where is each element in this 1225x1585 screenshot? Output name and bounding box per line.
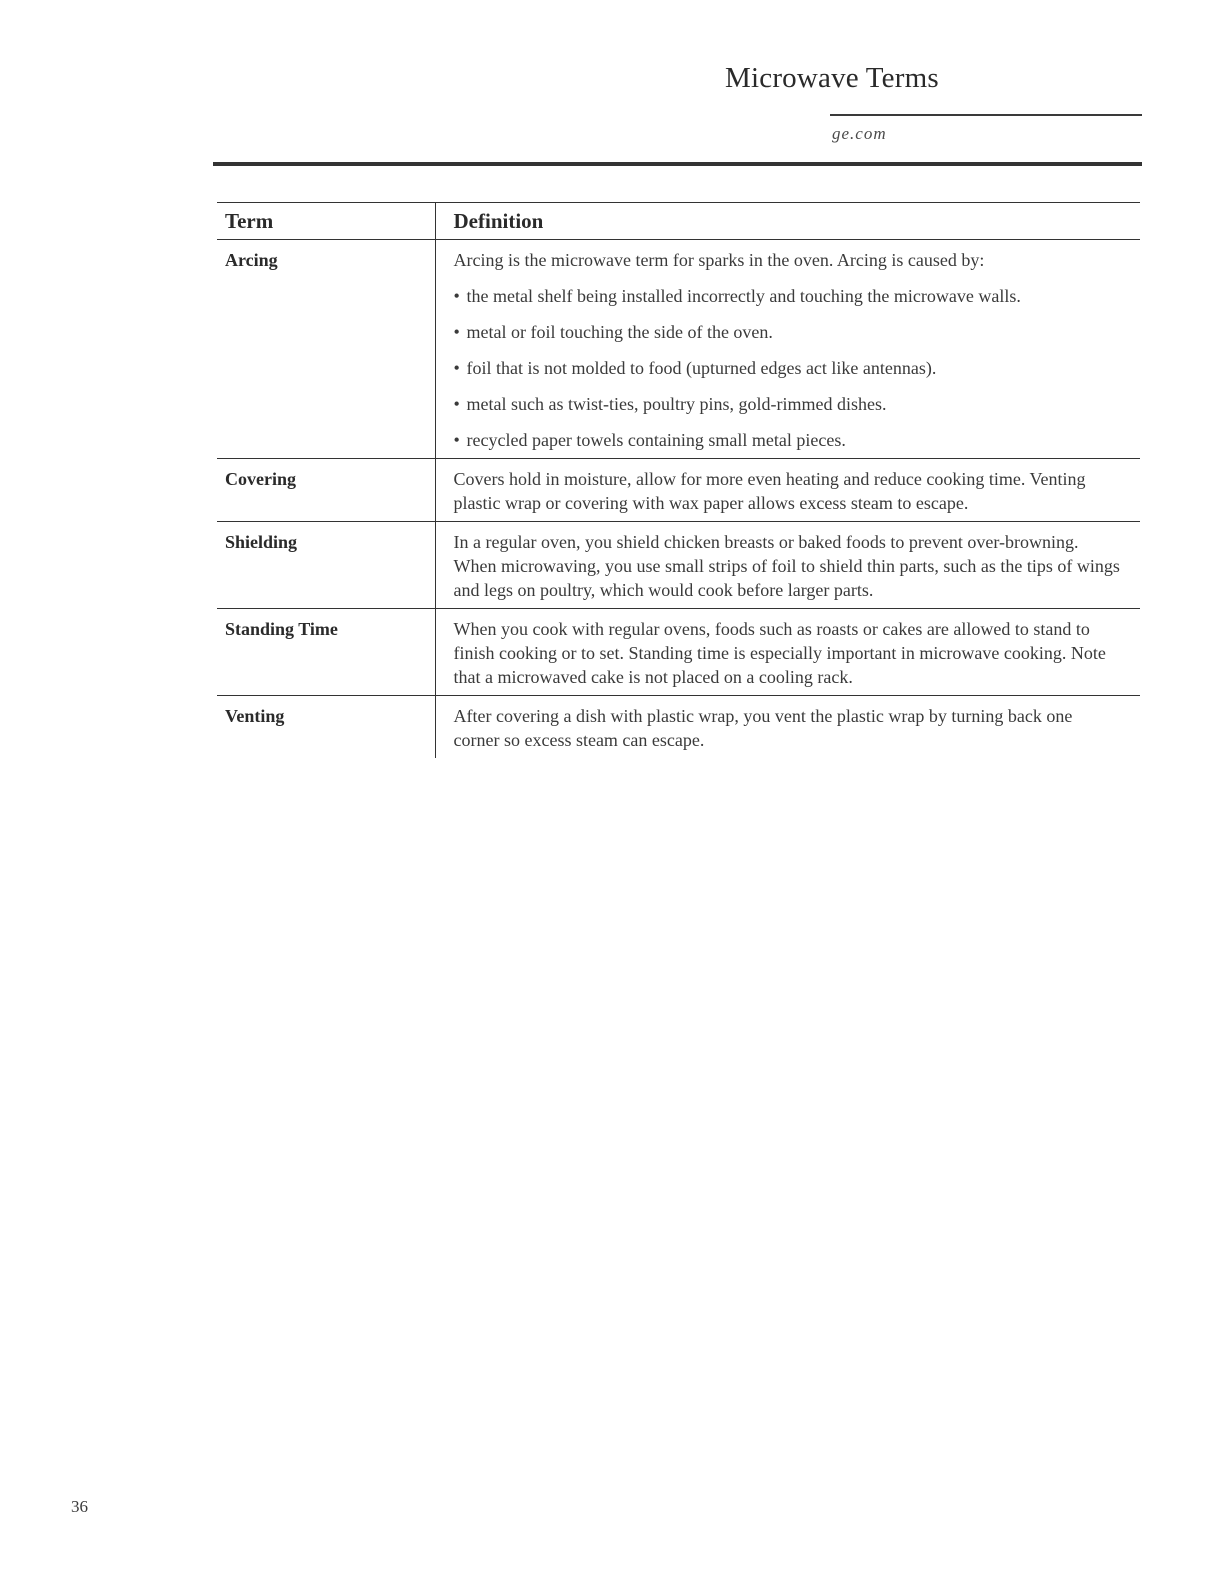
- term-cell: Covering: [225, 469, 296, 489]
- definition-cell: [435, 522, 1140, 609]
- table-row: [217, 696, 1140, 759]
- term-cell: Standing Time: [225, 619, 338, 639]
- bullet-list: [454, 284, 1121, 452]
- term-cell: Venting: [225, 706, 285, 726]
- table-header-row: [217, 203, 1140, 240]
- site-url: ge.com: [832, 124, 887, 143]
- header-rule: [213, 162, 1142, 166]
- definition-text: When you cook with regular ovens, foods such as roasts or cakes are allowed to stand to finish cooking or to set. Standing time is especially important in microwave cooking. Note that a microwaved cake is not placed on a cooling rack.: [453, 619, 1106, 687]
- table-row: [217, 459, 1140, 522]
- table-row: [217, 522, 1140, 609]
- title-rule: [830, 114, 1142, 116]
- column-header-term: Term: [225, 209, 274, 233]
- bullet-item: • foil that is not molded to food (upturned edges act like antennas).: [454, 356, 1121, 380]
- table-row: [217, 609, 1140, 696]
- column-header-definition: Definition: [435, 203, 1140, 240]
- definition-cell: [435, 240, 1140, 459]
- term-cell: Shielding: [225, 532, 298, 552]
- page-title: Microwave Terms: [725, 62, 939, 94]
- table-row: [217, 240, 1140, 459]
- term-cell: Arcing: [225, 250, 278, 270]
- bullet-item: • metal such as twist-ties, poultry pins, gold-rimmed dishes.: [454, 392, 1121, 416]
- bullet-item: • recycled paper towels containing small metal pieces.: [454, 428, 1121, 452]
- definition-cell: [435, 696, 1140, 759]
- definition-cell: [435, 609, 1140, 696]
- bullet-item: • metal or foil touching the side of the oven.: [454, 320, 1121, 344]
- bullet-item: • the metal shelf being installed incorrectly and touching the microwave walls.: [454, 284, 1121, 308]
- terms-table: [217, 202, 1140, 758]
- definition-text: In a regular oven, you shield chicken breasts or baked foods to prevent over-browning. When microwaving, you use small strips of foil to shield thin parts, such as the tips of wings and legs on poultry, which would cook before larger parts.: [453, 532, 1120, 600]
- definition-text: After covering a dish with plastic wrap, you vent the plastic wrap by turning back one corner so excess steam can escape.: [453, 706, 1073, 750]
- definition-text: Arcing is the microwave term for sparks in the oven. Arcing is caused by:: [453, 250, 985, 270]
- definition-cell: [435, 459, 1140, 522]
- definition-text: Covers hold in moisture, allow for more even heating and reduce cooking time. Venting plastic wrap or covering with wax paper allows excess steam to escape.: [453, 469, 1086, 513]
- page-number: 36: [71, 1497, 88, 1516]
